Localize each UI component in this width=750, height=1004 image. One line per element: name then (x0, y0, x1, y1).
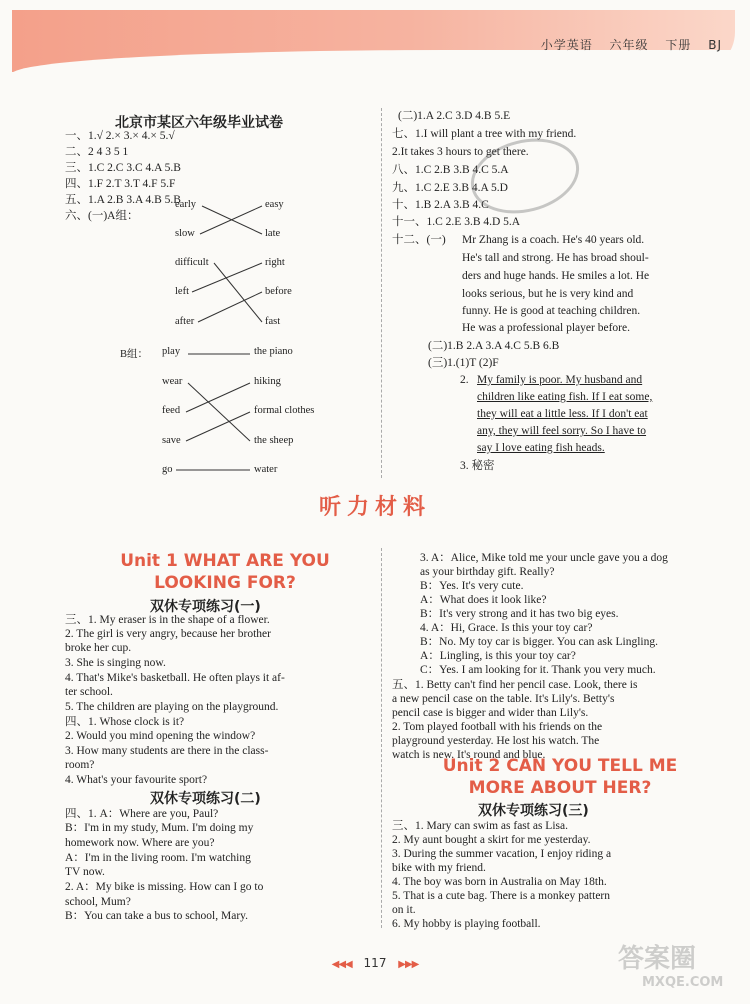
transcript-line: A：Lingling, is this your toy car? (420, 650, 576, 662)
transcript-line: 3. She is singing now. (65, 657, 166, 669)
transcript-line: room? (65, 759, 95, 771)
header-subject: 小学英语 (540, 38, 593, 52)
header-grade: 六年级 (609, 38, 649, 52)
transcript-line: 6. My hobby is playing football. (392, 918, 541, 930)
answer-line: 三、1.C 2.C 3.C 4.A 5.B (65, 162, 181, 174)
groupA-right-word: easy (265, 199, 284, 210)
groupB-right-word: water (254, 464, 278, 475)
transcript-line: 四、1. Whose clock is it? (65, 716, 185, 728)
groupA-left-word: after (175, 316, 195, 327)
transcript-line: playground yesterday. He lost his watch. The (392, 735, 600, 747)
groupB-right-word: the piano (254, 346, 293, 357)
transcript-line: pencil case is bigger and wider than Lily's. (392, 707, 589, 719)
next-arrows-icon: ▶▶▶ (398, 959, 419, 970)
groupB-right-word: the sheep (254, 435, 294, 446)
transcript-line: A：I'm in the living room. I'm watching (65, 852, 251, 864)
transcript-line: 三、1. My eraser is in the shape of a flower. (65, 614, 270, 626)
transcript-line: 2. A：My bike is missing. How can I go to (65, 881, 264, 893)
transcript-line: 4. What's your favourite sport? (65, 774, 208, 786)
unit2-title-line1: Unit 2 CAN YOU TELL ME (442, 756, 678, 776)
q12-item2-num: 2. (460, 374, 469, 386)
groupB-right-word: hiking (254, 376, 281, 387)
transcript-line: B：It's very strong and it has two big eyes. (420, 608, 619, 620)
transcript-line: 四、1. A：Where are you, Paul? (65, 808, 219, 820)
transcript-line: C：Yes. I am looking for it. Thank you very much. (420, 664, 656, 676)
transcript-line: broke her cup. (65, 642, 132, 654)
transcript-line: school, Mum? (65, 896, 131, 908)
transcript-line: B：I'm in my study, Mum. I'm doing my (65, 822, 254, 834)
q12-item2-line: any, they will feel sorry. So I have to (477, 425, 647, 437)
q12-item2-line: My family is poor. My husband and (477, 374, 643, 386)
q12-passage-line: looks serious, but he is very kind and (462, 288, 634, 300)
unit1-title-line1: Unit 1 WHAT ARE YOU (120, 551, 330, 571)
groupB-left-word: wear (162, 376, 183, 387)
transcript-line: 2. Would you mind opening the window? (65, 730, 256, 742)
q12-passage-line: Mr Zhang is a coach. He's 40 years old. (462, 234, 645, 246)
transcript-line: 3. How many students are there in the class- (65, 745, 269, 757)
transcript-line: watch is new. It's round and blue. (392, 749, 546, 761)
answer-line: 四、1.F 2.T 3.T 4.F 5.F (65, 178, 176, 190)
transcript-line: 三、1. Mary can swim as fast as Lisa. (392, 820, 568, 832)
answer-line: 2.It takes 3 hours to get there. (392, 146, 529, 158)
transcript-line: a new pencil case on the table. It's Lily's. Betty's (392, 693, 615, 705)
transcript-line: 2. My aunt bought a skirt for me yesterday. (392, 834, 591, 846)
transcript-line: homework now. Where are you? (65, 837, 215, 849)
q12-passage-line: funny. He is good at teaching children. (462, 305, 641, 317)
prev-arrows-icon: ◀◀◀ (331, 959, 352, 970)
watermark-logo: 答案圈 (618, 944, 697, 974)
groupA-right-word: right (265, 257, 285, 268)
q12-passage-line: He was a professional player before. (462, 322, 630, 334)
answer-line: (二)1.A 2.C 3.D 4.B 5.E (398, 110, 511, 122)
groupB-right-word: formal clothes (254, 405, 315, 416)
transcript-line: 4. The boy was born in Australia on May 18th. (392, 876, 607, 888)
groupA-left-word: slow (175, 228, 195, 239)
groupB-left-word: feed (162, 405, 181, 416)
groupA-left-word: left (175, 286, 189, 297)
watermark-url: MXQE.COM (642, 975, 724, 990)
drill-title-1: 双休专项练习(一) (150, 599, 261, 615)
groupB-left-word: save (162, 435, 181, 446)
transcript-line: 4. That's Mike's basketball. He often plays it af- (65, 672, 285, 684)
answer-line: 九、1.C 2.E 3.B 4.A 5.D (392, 182, 508, 194)
header-edition: BJ (708, 38, 722, 52)
groupB-label: B组： (120, 349, 149, 360)
transcript-line: 五、1. Betty can't find her pencil case. Look, there is (392, 679, 638, 691)
transcript-line: on it. (392, 904, 416, 916)
unit2-title-line2: MORE ABOUT HER? (468, 778, 652, 798)
groupA-right-word: fast (265, 316, 281, 327)
transcript-line: as your birthday gift. Really? (420, 566, 555, 578)
exam-title: 北京市某区六年级毕业试卷 (115, 115, 283, 131)
answer-line: 十、1.B 2.A 3.B 4.C (392, 199, 489, 211)
groupA-right-word: late (265, 228, 281, 239)
q12-item2-line: they will eat a little less. If I don't eat (477, 408, 648, 420)
transcript-line: 2. The girl is very angry, because her brother (65, 628, 271, 640)
q12-passage-line: He's tall and strong. He has broad shoul- (462, 252, 649, 264)
drill-title-2: 双休专项练习(二) (150, 791, 261, 807)
groupA-left-word: early (175, 199, 196, 210)
transcript-line: 4. A：Hi, Grace. Is this your toy car? (420, 622, 593, 634)
q12-part3: (三)1.(1)T (2)F (428, 357, 499, 369)
q12-passage-line: ders and huge hands. He smiles a lot. He (462, 270, 650, 282)
header-term: 下册 (665, 38, 692, 52)
transcript-line: bike with my friend. (392, 862, 486, 874)
column-divider-bottom (381, 548, 382, 928)
answer-line: 六、(一)A组： (65, 210, 139, 222)
transcript-line: 5. That is a cute bag. There is a monkey pattern (392, 890, 611, 902)
transcript-line: 3. A：Alice, Mike told me your uncle gave you a dog (420, 552, 668, 564)
groupA-left-word: difficult (175, 257, 209, 268)
unit1-title-line2: LOOKING FOR? (154, 573, 296, 593)
groupA-right-word: before (265, 286, 292, 297)
transcript-line: B：You can take a bus to school, Mary. (65, 910, 249, 922)
transcript-line: B：No. My toy car is bigger. You can ask Lingling. (420, 636, 658, 648)
transcript-line: 5. The children are playing on the playground. (65, 701, 279, 713)
transcript-line: B：Yes. It's very cute. (420, 580, 524, 592)
groupB-left-word: play (162, 346, 181, 357)
transcript-line: 3. During the summer vacation, I enjoy riding a (392, 848, 612, 860)
transcript-line: 2. Tom played football with his friends on the (392, 721, 603, 733)
transcript-line: TV now. (65, 866, 105, 878)
answer-line: 十一、1.C 2.E 3.B 4.D 5.A (392, 216, 521, 228)
answer-line: 八、1.C 2.B 3.B 4.C 5.A (392, 164, 509, 176)
listening-title: 听力材料 (318, 495, 431, 520)
q12-part2: (二)1.B 2.A 3.A 4.C 5.B 6.B (428, 340, 560, 352)
q12-item2-line: children like eating fish. If I eat some, (477, 391, 653, 403)
answer-line: 五、1.A 2.B 3.A 4.B 5.B (65, 194, 181, 206)
answer-line: 一、1.√ 2.× 3.× 4.× 5.√ (65, 130, 175, 142)
q12-item2-line: say I love eating fish heads. (477, 442, 605, 454)
q12-item3: 3. 秘密 (460, 460, 495, 472)
transcript-line: ter school. (65, 686, 113, 698)
page-number-value: 117 (363, 956, 387, 970)
answer-line: 七、1.I will plant a tree with my friend. (392, 128, 577, 140)
answer-line: 二、2 4 3 5 1 (65, 146, 129, 158)
drill-title-3: 双休专项练习(三) (478, 803, 589, 819)
q12-prefix: 十二、(一) (392, 234, 446, 246)
groupB-left-word: go (162, 464, 173, 475)
transcript-line: A：What does it look like? (420, 594, 547, 606)
